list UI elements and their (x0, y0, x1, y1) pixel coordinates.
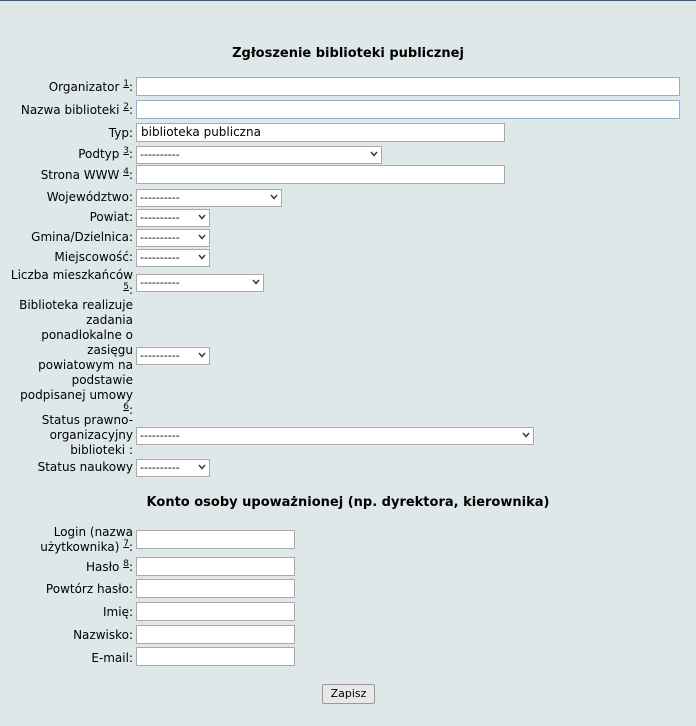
podtyp-label: Podtyp $^3$: (78, 146, 133, 161)
typ-label: Typ: (108, 126, 133, 140)
chevron-down-icon (198, 213, 206, 221)
form-title: Zgłoszenie biblioteki publicznej (232, 46, 464, 61)
nazwisko-label: Nazwisko: (73, 628, 133, 642)
powiat-label: Powiat: (89, 210, 133, 224)
footnote-link[interactable]: 2 (123, 102, 129, 112)
miejscowosc-label: Miejscowość: (54, 250, 133, 264)
last-name-input[interactable] (136, 625, 295, 644)
haslo-label: Hasło $^8$: (86, 559, 133, 574)
account-section-title: Konto osoby upoważnionej (np. dyrektora, kierownika) (146, 495, 550, 510)
footnote-link[interactable]: 5 (123, 282, 129, 292)
podtyp-select[interactable]: ---------- (136, 146, 382, 164)
email-label: E-mail: (91, 651, 133, 665)
status-naukowy-select[interactable]: ---------- (136, 459, 210, 477)
gmina-label: Gmina/Dzielnica: (31, 230, 133, 244)
chevron-down-icon (522, 431, 530, 439)
chevron-down-icon (198, 351, 206, 359)
powiat-select[interactable]: ---------- (136, 209, 210, 227)
liczba-mieszkancow-label: Liczba mieszkańców $^5$: (10, 268, 133, 297)
first-name-input[interactable] (136, 602, 295, 621)
chevron-down-icon (270, 193, 278, 201)
chevron-down-icon (198, 463, 206, 471)
email-input[interactable] (136, 647, 295, 666)
wojewodztwo-label: Województwo: (46, 190, 133, 204)
ponadlokalne-label: Biblioteka realizuje zadania ponadlokalne o zasięgu powiatowym na podstawie podpisanej umowy $^6$: (19, 298, 133, 417)
chevron-down-icon (198, 253, 206, 261)
organizator-input[interactable] (136, 77, 680, 96)
powtorz-haslo-label: Powtórz hasło: (45, 582, 133, 596)
footnote-link[interactable]: 3 (123, 146, 129, 156)
password-input[interactable] (136, 557, 295, 576)
chevron-down-icon (252, 278, 260, 286)
gmina-select[interactable]: ---------- (136, 229, 210, 247)
footnote-link[interactable]: 8 (123, 559, 129, 569)
chevron-down-icon (370, 150, 378, 158)
save-button[interactable]: Zapisz (322, 684, 375, 704)
footnote-link[interactable]: 6 (123, 402, 129, 412)
typ-input[interactable]: biblioteka publiczna (136, 123, 505, 142)
nazwa-biblioteki-input[interactable] (136, 100, 680, 119)
status-prawny-label: Status prawno-organizacyjny biblioteki : (41, 413, 133, 457)
login-label: Login (nazwa użytkownika) $^7$: (40, 525, 133, 554)
ponadlokalne-select[interactable]: ---------- (136, 347, 210, 365)
www-input[interactable] (136, 165, 505, 184)
footnote-link[interactable]: 7 (123, 539, 129, 549)
footnote-link[interactable]: 1 (123, 79, 129, 89)
nazwa-label: Nazwa biblioteki $^2$: (20, 102, 133, 117)
wojewodztwo-select[interactable]: ---------- (136, 189, 282, 207)
organizator-label: Organizator $^1$: (48, 79, 133, 94)
miejscowosc-select[interactable]: ---------- (136, 249, 210, 267)
chevron-down-icon (198, 233, 206, 241)
imie-label: Imię: (103, 605, 133, 619)
status-naukowy-label: Status naukowy (37, 460, 133, 474)
repeat-password-input[interactable] (136, 579, 295, 598)
status-prawny-select[interactable]: ---------- (136, 427, 534, 445)
login-input[interactable] (136, 530, 295, 549)
footnote-link[interactable]: 4 (123, 167, 129, 177)
liczba-mieszkancow-select[interactable]: ---------- (136, 274, 264, 292)
www-label: Strona WWW $^4$: (40, 167, 133, 182)
